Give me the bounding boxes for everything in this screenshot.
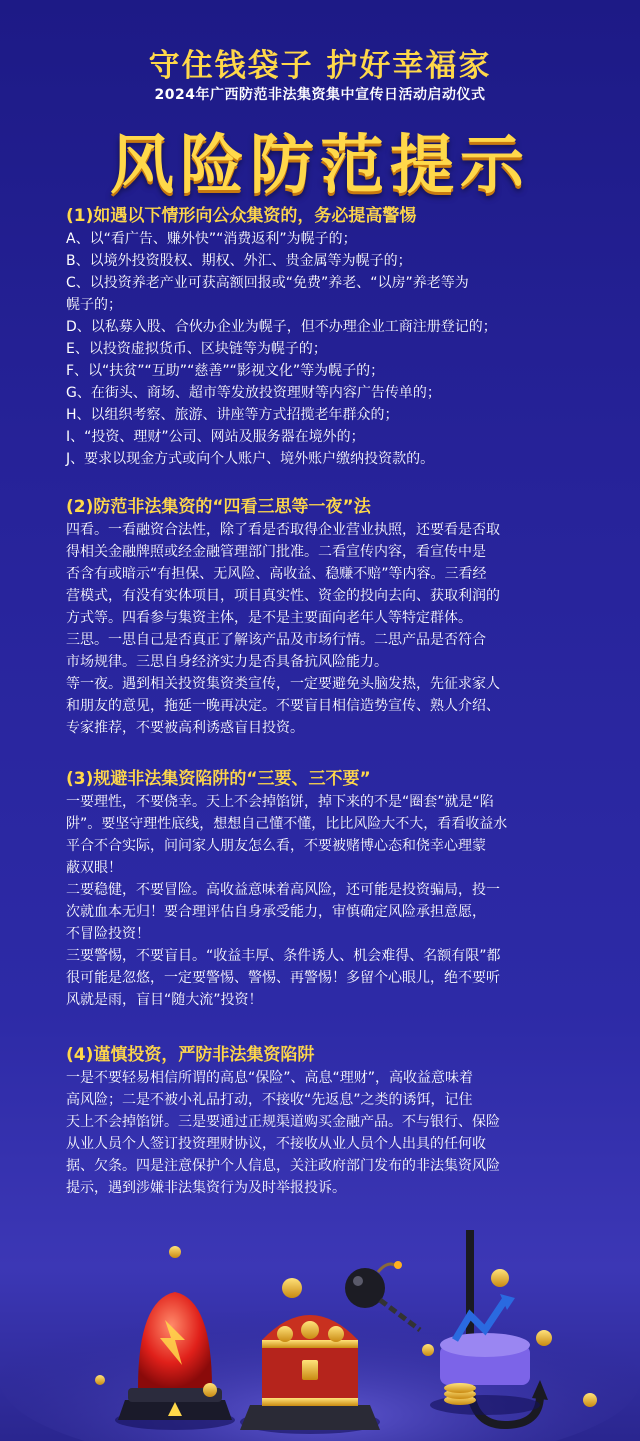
section-warning-signs — [66, 205, 586, 470]
poster-header — [0, 0, 640, 203]
paragraph-line: 四看。一看融资合法性，除了看是否取得企业营业执照，还要看是否取 — [66, 522, 500, 538]
paragraph-line: 高风险；二是不被小礼品打动，不接收“先返息”之类的诱饵，记住 — [66, 1092, 473, 1108]
paragraph-line: 专家推荐，不要被高利诱惑盲目投资。 — [66, 720, 304, 736]
paragraph-line: 不冒险投资！ — [66, 926, 150, 942]
paragraph-line: 一要理性，不要侥幸。天上不会掉馅饼，掉下来的不是“圈套”就是“陷 — [66, 794, 494, 810]
list-item: H、以组织考察、旅游、讲座等方式招揽老年群众的； — [66, 407, 399, 423]
paragraph-line: 方式等。四看参与集资主体，是不是主要面向老年人等特定群体。 — [66, 610, 472, 626]
slogan: 守住钱袋子 护好幸福家 — [148, 48, 492, 84]
paragraph-line: 风就是雨，盲目“随大流”投资！ — [66, 992, 263, 1008]
list-item: A、以“看广告、赚外快”“消费返利”为幌子的； — [66, 231, 357, 247]
event-subtitle: 2024年广西防范非法集资集中宣传日活动启动仪式 — [154, 87, 486, 103]
paragraph-line: 等一夜。遇到相关投资集资类宣传，一定要避免头脑发热，先征求家人 — [66, 676, 500, 692]
list-item: F、以“扶贫”“互助”“慈善”“影视文化”等为幌子的； — [66, 363, 385, 379]
paragraph-line: 很可能是忽悠，一定要警惕、警惕、再警惕！多留个心眼儿，绝不要听 — [66, 970, 500, 986]
list-item: C、以投资养老产业可获高额回报或“免费”养老、“以房”养老等为 — [66, 275, 469, 291]
paragraph-line: 平合不合实际，问问家人朋友怎么看，不要被赌博心态和侥幸心理蒙 — [66, 838, 486, 854]
section-heading: (1)如遇以下情形向公众集资的，务必提高警惕 — [66, 206, 417, 226]
list-item: I、“投资、理财”公司、网站及服务器在境外的； — [66, 429, 365, 445]
list-item: 幌子的； — [66, 297, 122, 313]
paragraph-line: 三思。一思自己是否真正了解该产品及市场行情。二思产品是否符合 — [66, 632, 486, 648]
list-item: E、以投资虚拟货币、区块链等为幌子的； — [66, 341, 327, 357]
list-item: B、以境外投资股权、期权、外汇、贵金属等为幌子的； — [66, 253, 412, 269]
main-title: 风险防范提示 — [110, 129, 530, 203]
paragraph-line: 市场规律。三思自身经济实力是否具备抗风险能力。 — [66, 654, 388, 670]
list-item: D、以私募入股、合伙办企业为幌子，但不办理企业工商注册登记的； — [66, 319, 497, 335]
section-three-dos-donts — [66, 768, 586, 1011]
paragraph-line: 提示，遇到涉嫌非法集资行为及时举报投诉。 — [66, 1180, 346, 1196]
paragraph-line: 和朋友的意见，拖延一晚再决定。不要盲目相信造势宣传、熟人介绍、 — [66, 698, 500, 714]
section-four-looks — [66, 496, 586, 739]
list-item: G、在街头、商场、超市等发放投资理财等内容广告传单的； — [66, 385, 441, 401]
list-item: J、要求以现金方式或向个人账户、境外账户缴纳投资款的。 — [66, 451, 435, 467]
paragraph-line: 天上不会掉馅饼。三是要通过正规渠道购买金融产品。不与银行、保险 — [66, 1114, 500, 1130]
paragraph-line: 次就血本无归！要合理评估自身承受能力，审慎确定风险承担意愿， — [66, 904, 486, 920]
paragraph-line: 一是不要轻易相信所谓的高息“保险”、高息“理财”，高收益意味着 — [66, 1070, 474, 1086]
section-heading: (3)规避非法集资陷阱的“三要、三不要” — [66, 769, 371, 789]
paragraph-line: 否含有或暗示“有担保、无风险、高收益、稳赚不赔”等内容。三看经 — [66, 566, 487, 582]
section-heading: (4)谨慎投资，严防非法集资陷阱 — [66, 1045, 315, 1065]
paragraph-line: 从业人员个人签订投资理财协议，不接收从业人员个人出具的任何收 — [66, 1136, 486, 1152]
paragraph-line: 阱”。要坚守理性底线，想想自己懂不懂，比比风险大不大，看看收益水 — [66, 816, 508, 832]
paragraph-line: 二要稳健，不要冒险。高收益意味着高风险，还可能是投资骗局，投一 — [66, 882, 500, 898]
paragraph-line: 蔽双眼！ — [66, 860, 122, 876]
paragraph-line: 据、欠条。四是注意保护个人信息，关注政府部门发布的非法集资风险 — [66, 1158, 500, 1174]
illustration-scene — [0, 1230, 640, 1441]
section-heading: (2)防范非法集资的“四看三思等一夜”法 — [66, 497, 371, 517]
paragraph-line: 得相关金融牌照或经金融管理部门批准。二看宣传内容，看宣传中是 — [66, 544, 486, 560]
paragraph-line: 三要警惕，不要盲目。“收益丰厚、条件诱人、机会难得、名额有限”都 — [66, 948, 501, 964]
section-careful-investing — [66, 1044, 586, 1199]
paragraph-line: 营模式，有没有实体项目，项目真实性、资金的投向去向、获取利润的 — [66, 588, 500, 604]
